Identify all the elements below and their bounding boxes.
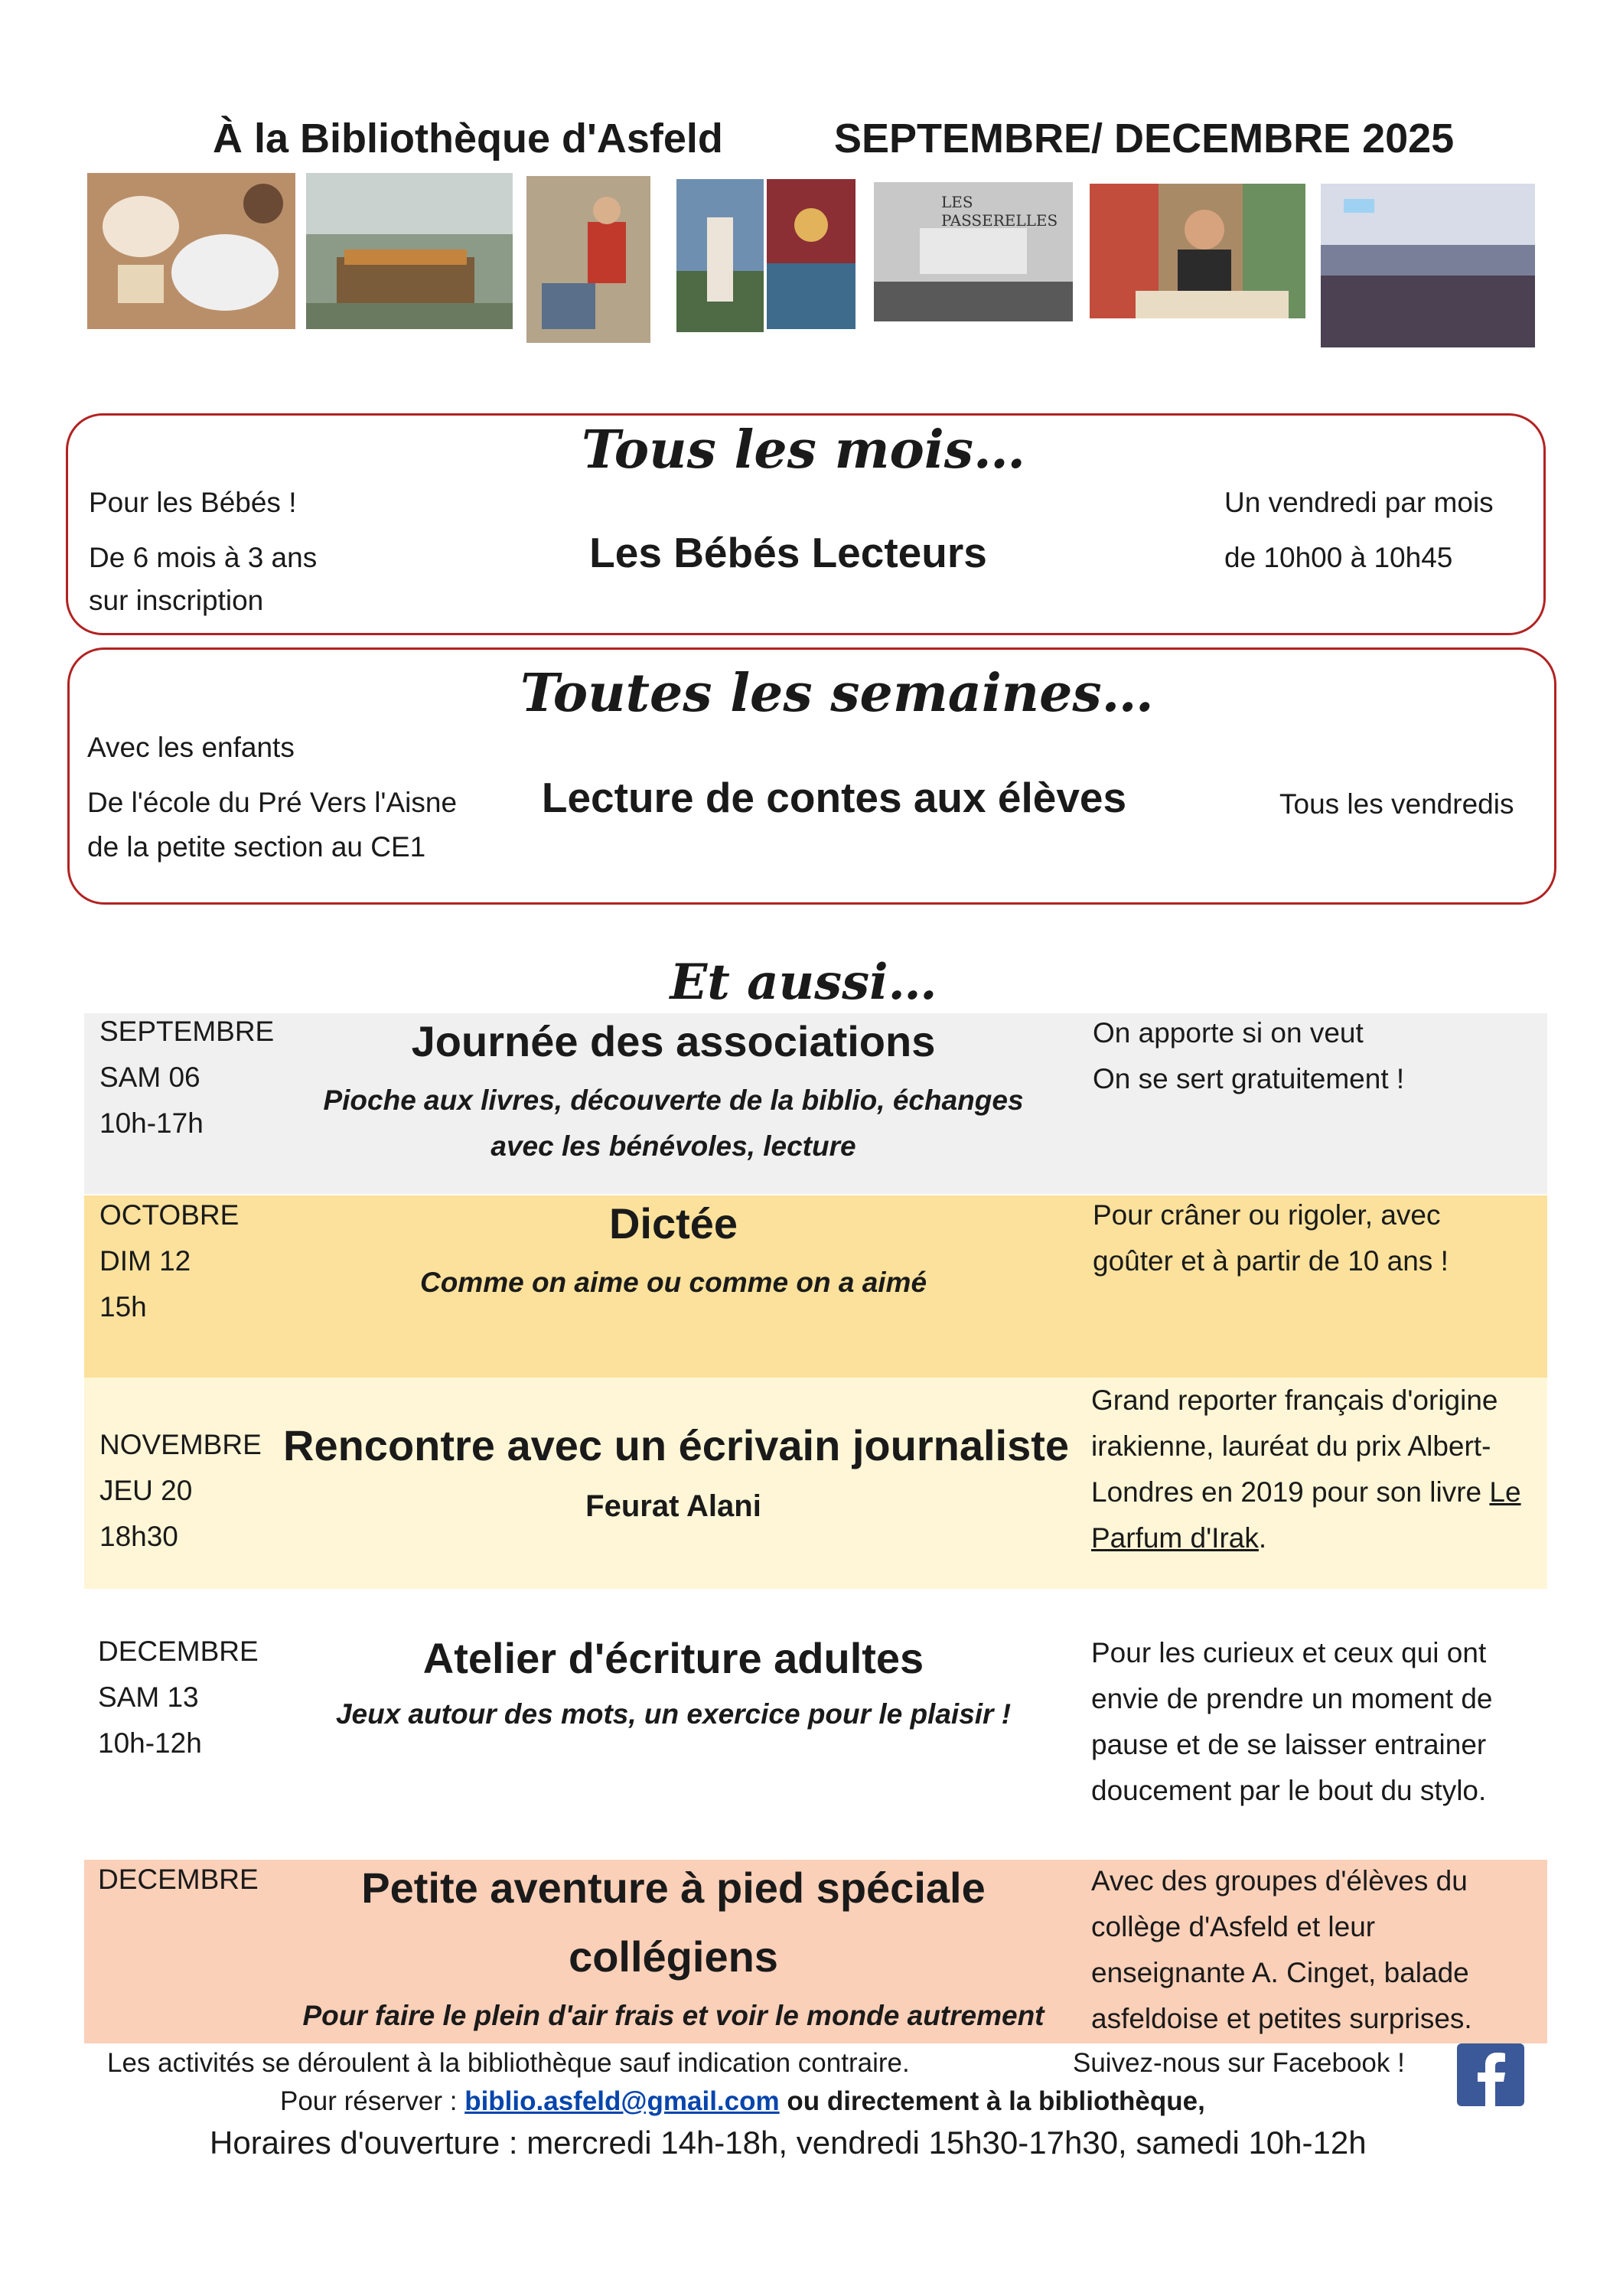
also-heading: Et aussi… [670,954,937,1011]
monthly-right-line2: de 10h00 à 10h45 [1224,542,1453,573]
event-note-line [1091,1469,1566,1515]
event-date-line: JEU 20 [99,1475,193,1506]
monthly-right-line1: Un vendredi par mois [1224,487,1494,518]
event-title-line1: Petite aventure à pied spéciale [361,1864,986,1912]
footer-notice: Les activités se déroulent à la bibliothèque sauf indication contraire. [107,2048,910,2078]
reserve-line [280,2086,1205,2117]
event-note-line: envie de prendre un moment de [1091,1683,1493,1714]
weekly-title: Lecture de contes aux élèves [541,774,1127,821]
opening-hours: Horaires d'ouverture : mercredi 14h-18h, vendredi 15h30-17h30, samedi 10h-12h [210,2125,1367,2161]
event-note-line: doucement par le bout du stylo. [1091,1775,1487,1806]
event-date-line: DECEMBRE [98,1636,259,1667]
event-guest-name: Feurat Alani [585,1489,761,1523]
event-note-line: Parfum d'Irak. [1091,1522,1267,1554]
weekly-heading: Toutes les semaines… [520,663,1154,724]
event-subtitle: Comme on aime ou comme on a aimé [419,1267,927,1298]
event-date-line: SEPTEMBRE [99,1016,275,1047]
facebook-text: Suivez-nous sur Facebook ! [1073,2048,1405,2078]
weekly-left-line2: De l'école du Pré Vers l'Aisne [87,787,458,818]
event-date-line: 18h30 [99,1521,178,1552]
event-subtitle: Pour faire le plein d'air frais et voir le monde autrement [302,2000,1045,2031]
event-note-line: On apporte si on veut [1093,1017,1364,1049]
event-title: Journée des associations [411,1017,936,1065]
event-subtitle: Pioche aux livres, découverte de la biblio, échanges avec les bénévoles, lecture [323,1084,1024,1162]
photo-les-passerelles-flyer [874,182,1073,321]
event-note-line: goûter et à partir de 10 ans ! [1093,1245,1449,1277]
weekly-left-line1: Avec les enfants [87,732,295,763]
event-note-line: irakienne, lauréat du prix Albert- [1091,1430,1491,1462]
event-title-line2: collégiens [569,1932,778,1981]
facebook-icon[interactable] [1457,2043,1524,2106]
event-title: Atelier d'écriture adultes [422,1634,924,1682]
event-note-line: asfeldoise et petites surprises. [1091,2003,1472,2034]
photo-book-cover-llama [676,179,764,332]
event-date-line: 10h-17h [99,1107,204,1139]
weekly-right-line1: Tous les vendredis [1279,788,1514,820]
event-note-line: Grand reporter français d'origine [1091,1384,1498,1416]
event-date-line: NOVEMBRE [99,1429,262,1460]
photo-reader-standing [526,176,650,343]
photo-children-drawing [87,173,295,329]
event-date-line: 15h [99,1291,147,1322]
event-date-line: SAM 06 [99,1062,200,1093]
event-note-text: Londres en 2019 pour son livre [1091,1476,1482,1508]
reserve-prefix: Pour réserver : [280,2086,465,2116]
event-note-line: Avec des groupes d'élèves du [1091,1865,1468,1896]
monthly-left-line3: sur inscription [89,585,264,616]
event-title: Rencontre avec un écrivain journaliste [283,1421,1070,1469]
event-date-line: OCTOBRE [99,1199,240,1231]
reserve-suffix: ou directement à la bibliothèque, [779,2086,1205,2116]
monthly-left-line2: De 6 mois à 3 ans [89,542,318,573]
library-title: À la Bibliothèque d'Asfeld [213,116,723,161]
email-link[interactable]: biblio.asfeld@gmail.com [464,2086,780,2116]
weekly-left-line3: de la petite section au CE1 [87,831,426,863]
event-note-line: Pour crâner ou rigoler, avec [1093,1199,1441,1231]
event-date-line: DECEMBRE [98,1864,259,1895]
event-subtitle: Jeux autour des mots, un exercice pour le plaisir ! [335,1698,1012,1730]
photo-author-signing [1090,184,1305,318]
photo-audience-hall [1321,184,1535,347]
event-date-line: SAM 13 [98,1681,199,1713]
event-note-line: collège d'Asfeld et leur [1091,1911,1376,1942]
passerelles-caption: LES PASSERELLES [941,193,1058,230]
book-title-part1: Le [1489,1476,1521,1508]
event-date-line: DIM 12 [99,1245,191,1277]
monthly-heading: Tous les mois… [582,419,1026,481]
event-title: Dictée [608,1199,738,1247]
event-date-line: 10h-12h [98,1727,202,1759]
monthly-title: Les Bébés Lecteurs [589,529,987,576]
photo-book-stall [306,173,513,329]
monthly-left-line1: Pour les Bébés ! [89,487,297,518]
photo-book-cover-tale [767,179,855,329]
event-note-line: On se sert gratuitement ! [1093,1063,1405,1094]
event-note-line: pause et de se laisser entrainer [1091,1729,1487,1760]
period-title: SEPTEMBRE/ DECEMBRE 2025 [834,116,1455,161]
event-note-line: Pour les curieux et ceux qui ont [1091,1637,1487,1668]
event-note-line: enseignante A. Cinget, balade [1091,1957,1469,1988]
book-title-part2: Parfum d'Irak [1091,1522,1259,1554]
